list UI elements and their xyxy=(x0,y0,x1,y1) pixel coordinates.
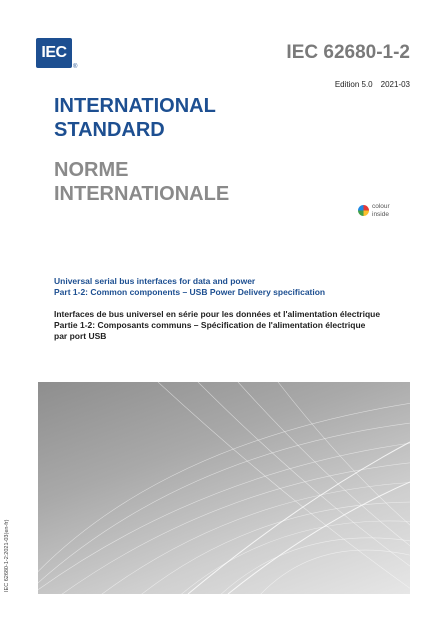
title-fr-line: NORME xyxy=(54,159,129,181)
colour-line: colour xyxy=(372,203,390,210)
edition-label: Edition 5.0 xyxy=(334,80,373,89)
registered-mark: ® xyxy=(73,64,78,70)
title-french xyxy=(54,158,229,206)
colour-inside-text xyxy=(372,203,390,218)
wave-lines-graphic xyxy=(38,382,410,594)
colour-inside-badge xyxy=(358,202,408,222)
iec-logo xyxy=(36,38,80,78)
subtitle-en-line: Universal serial bus interfaces for data and power xyxy=(54,276,256,286)
subtitle-fr-line: Partie 1-2: Composants communs – Spécification de l'alimentation électrique xyxy=(54,320,366,330)
edition-date: 2021-03 xyxy=(380,80,410,89)
inside-line: inside xyxy=(372,210,389,218)
subtitle-french xyxy=(54,309,414,342)
title-en-line: STANDARD xyxy=(54,119,165,141)
iec-logo-text: IEC xyxy=(41,44,67,61)
title-english xyxy=(54,94,216,142)
subtitle-english xyxy=(54,276,414,298)
subtitle-en-line: Part 1-2: Common components – USB Power Delivery specification xyxy=(54,287,326,297)
subtitle-fr-line: Interfaces de bus universel en série pour les données et l'alimentation électrique xyxy=(54,309,381,319)
edition-line xyxy=(335,80,410,89)
colour-wheel-icon xyxy=(358,205,369,216)
subtitle-fr-line: par port USB xyxy=(54,331,107,341)
cover-image xyxy=(38,382,410,594)
title-fr-line: INTERNATIONALE xyxy=(54,183,230,205)
side-reference-text: IEC 62680-1-2:2021-03(en-fr) xyxy=(4,519,10,592)
title-en-line: INTERNATIONAL xyxy=(54,95,216,117)
iec-logo-box xyxy=(36,38,72,68)
standard-number: IEC 62680-1-2 xyxy=(286,42,410,63)
